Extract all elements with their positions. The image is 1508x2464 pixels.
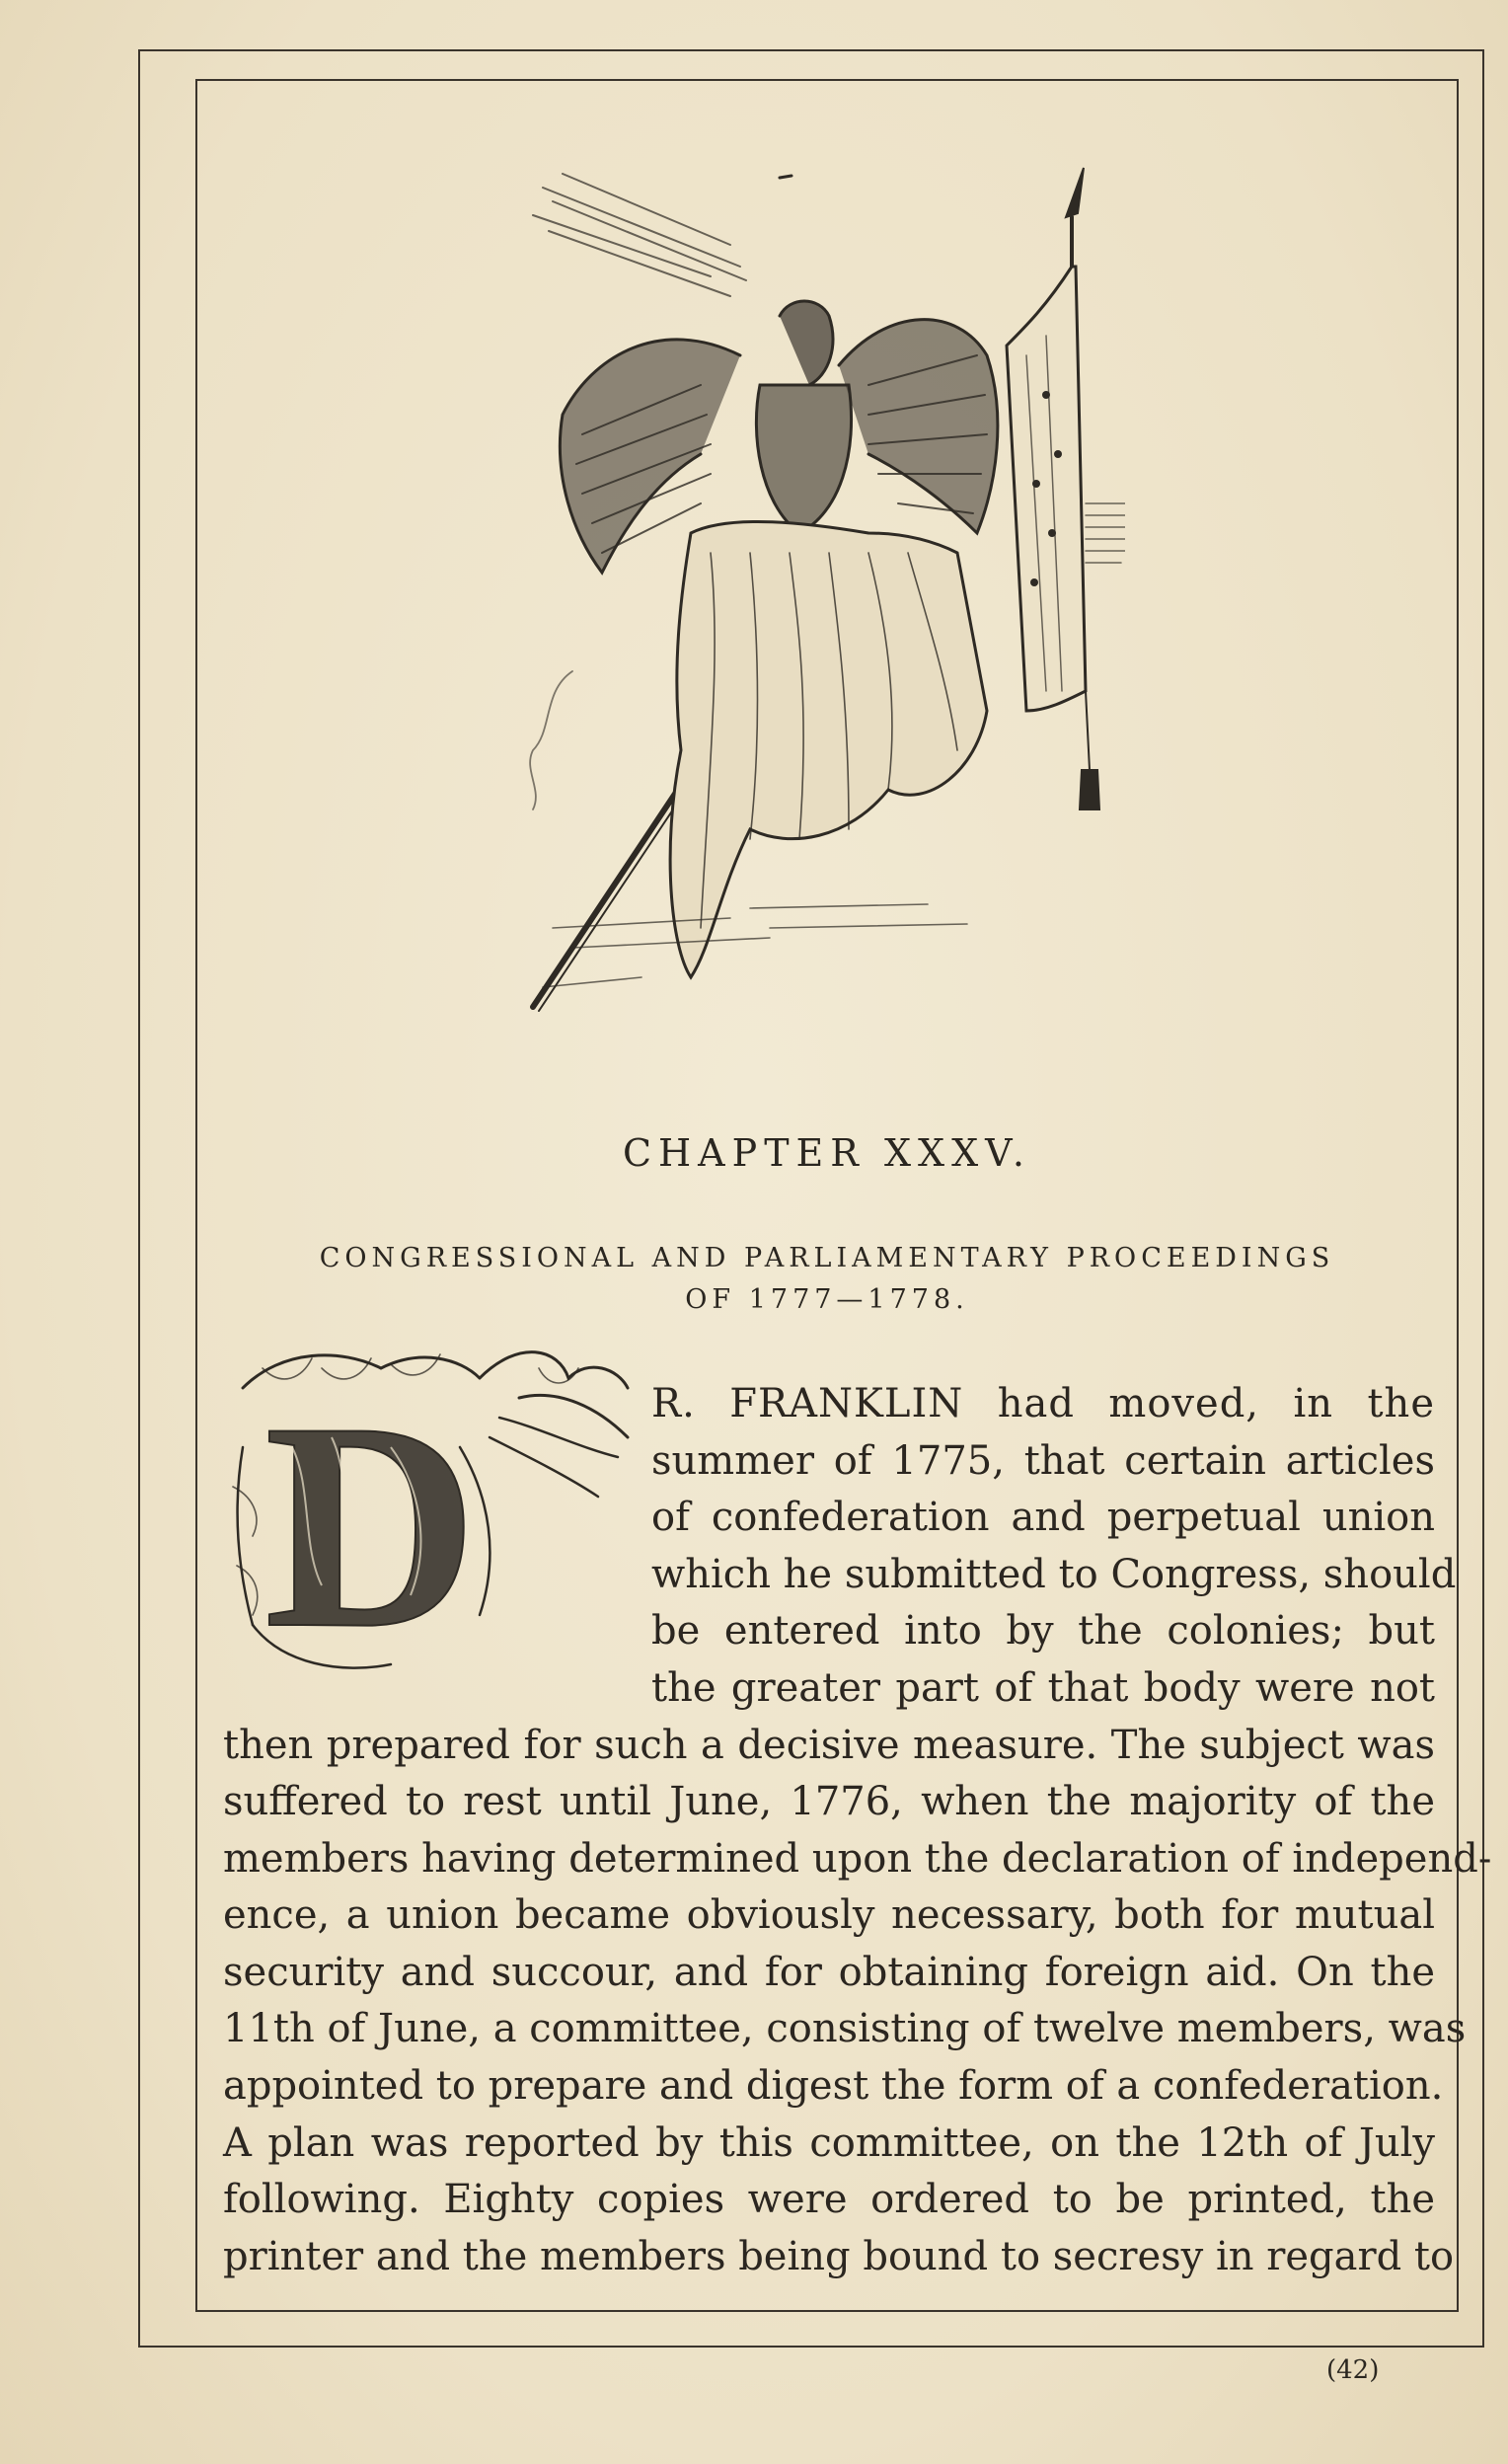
body-line-9: members having determined upon the declaration of independ-: [223, 1836, 1492, 1882]
subtitle-line-1: CONGRESSIONAL AND PARLIAMENTARY PROCEEDINGS: [319, 1243, 1335, 1273]
body-line-7: then prepared for such a decisive measure. The subject was: [223, 1723, 1435, 1768]
body-line-11: security and succour, and for obtaining foreign aid. On the: [223, 1950, 1435, 1995]
page-number: (42): [1326, 2355, 1380, 2385]
body-line-10: ence, a union became obviously necessary, both for mutual: [223, 1892, 1435, 1938]
body-line-5: be entered into by the colonies; but: [651, 1608, 1435, 1654]
chapter-subtitle: [207, 1238, 1447, 1321]
body-line-16: printer and the members being bound to secresy in regard to: [223, 2234, 1455, 2279]
body-line-12: 11th of June, a committee, consisting of twelve members, was: [223, 2006, 1467, 2051]
body-line-15: following. Eighty copies were ordered to be printed, the: [223, 2177, 1435, 2222]
body-line-4: which he submitted to Congress, should: [651, 1552, 1457, 1597]
subtitle-line-2: OF 1777—1778.: [685, 1284, 969, 1315]
chapter-title: CHAPTER XXXV.: [622, 1131, 1032, 1175]
body-line-2: summer of 1775, that certain articles: [651, 1438, 1435, 1484]
body-line-3: of confederation and perpetual union: [651, 1495, 1435, 1540]
body-line-6: the greater part of that body were not: [651, 1665, 1435, 1711]
drop-cap-letter: D: [264, 1361, 479, 1680]
body-line-8: suffered to rest until June, 1776, when the majority of the: [223, 1779, 1435, 1824]
eagle-flag-engraving: [513, 158, 1125, 1027]
body-line-1: R. FRANKLIN had moved, in the: [651, 1381, 1435, 1426]
body-line-13: appointed to prepare and digest the form of a confederation.: [223, 2063, 1444, 2109]
body-line-14: A plan was reported by this committee, on the 12th of July: [223, 2120, 1435, 2166]
ornamental-drop-cap: [223, 1329, 647, 1680]
